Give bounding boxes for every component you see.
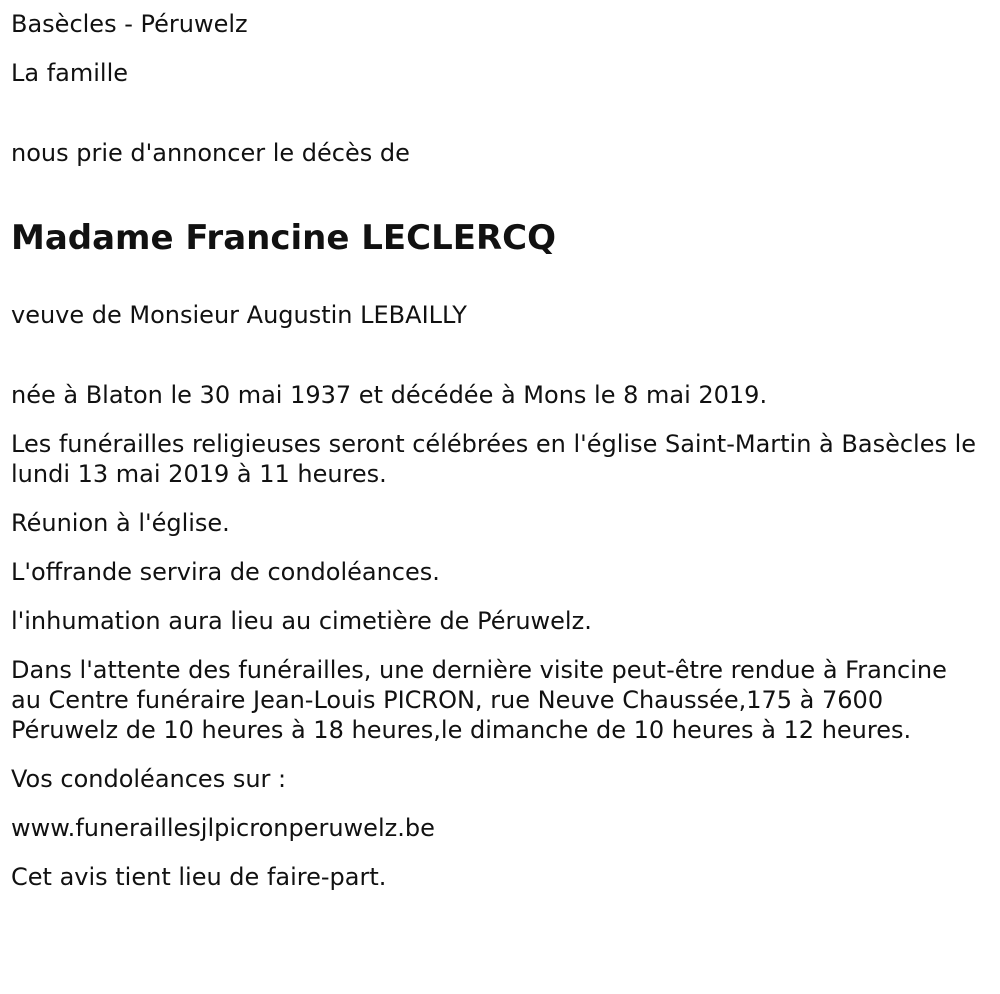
burial-line: l'inhumation aura lieu au cimetière de Péruwelz. (11, 607, 592, 635)
condolences-website: www.funeraillesjlpicronperuwelz.be (11, 814, 435, 842)
closing-line: Cet avis tient lieu de faire-part. (11, 863, 387, 891)
birth-death-line: née à Blaton le 30 mai 1937 et décédée à Mons le 8 mai 2019. (11, 381, 768, 409)
offering-line: L'offrande servira de condoléances. (11, 558, 440, 586)
family-intro: La famille (11, 59, 129, 87)
condolences-label: Vos condoléances sur : (11, 765, 287, 793)
visit-details: Dans l'attente des funérailles, une dernière visite peut-être rendue à Francine au Centre funéraire Jean-Louis PICRON, rue Neuve Chaussée,175 à 7600 Péruwelz de 10 heures à 18 heures,le dimanche de 10 heures à 12 heures. (11, 656, 947, 744)
meeting-line: Réunion à l'église. (11, 509, 230, 537)
funeral-details: Les funérailles religieuses seront célébrées en l'église Saint-Martin à Basècles le lundi 13 mai 2019 à 11 heures. (11, 430, 977, 488)
announcement-text: nous prie d'annoncer le décès de (11, 139, 410, 167)
spouse-line: veuve de Monsieur Augustin LEBAILLY (11, 301, 467, 329)
location-line: Basècles - Péruwelz (11, 10, 248, 38)
deceased-name: Madame Francine LECLERCQ (11, 218, 557, 258)
